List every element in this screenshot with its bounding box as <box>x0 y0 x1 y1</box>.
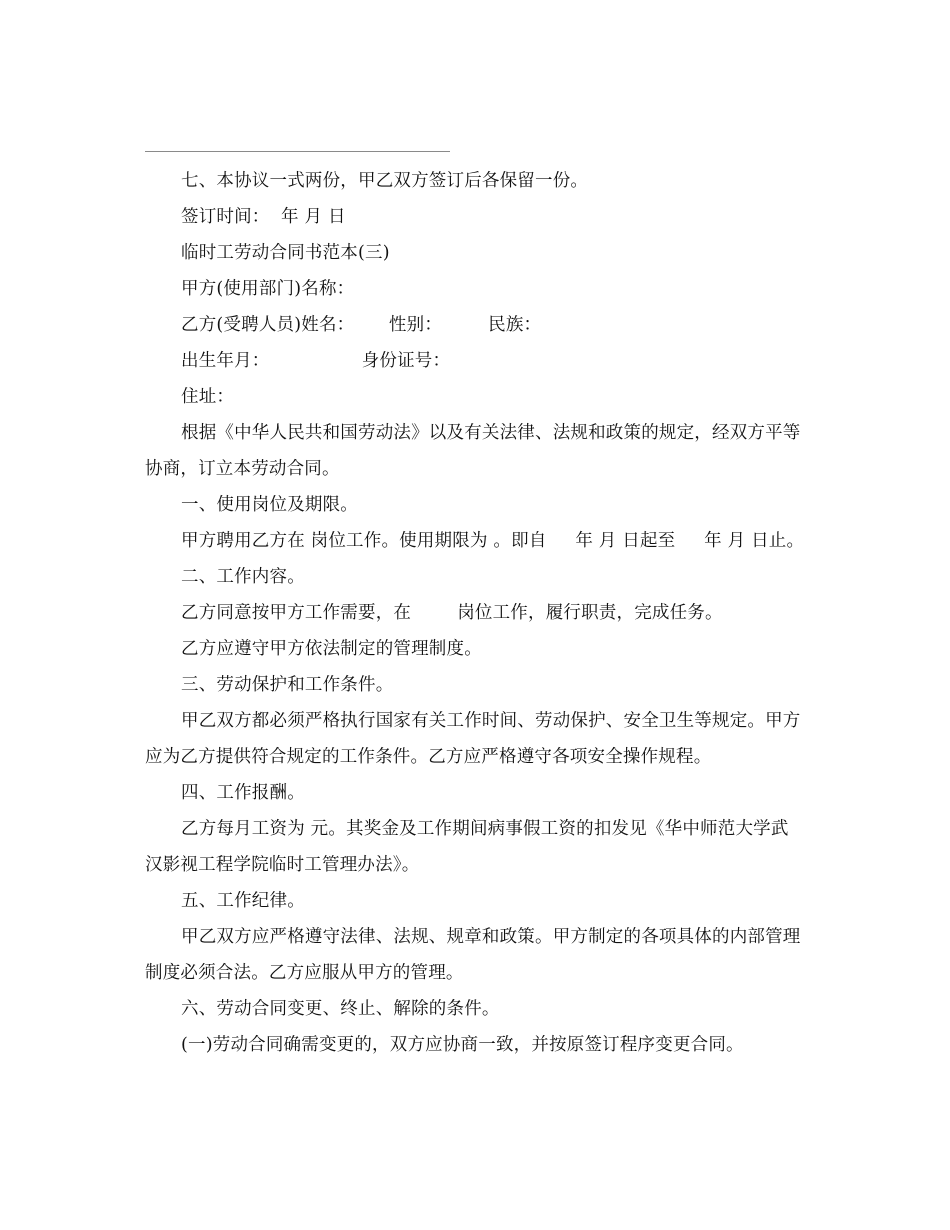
paragraph-legal-basis: 根据《中华人民共和国劳动法》以及有关法律、法规和政策的规定，经双方平等协商，订立本劳动合同。 <box>145 423 801 479</box>
paragraph-party-b-info: 乙方(受聘人员)姓名： 性别： 民族： <box>181 315 542 335</box>
paragraph-remuneration: 乙方每月工资为 元。其奖金及工作期间病事假工资的扣发见《华中师范大学武汉影视工程学院临时工管理办法》。 <box>145 819 789 875</box>
section-heading-work-content: 二、工作内容。 <box>181 567 305 587</box>
section-heading-labor-protection: 三、劳动保护和工作条件。 <box>181 675 394 695</box>
paragraph-work-discipline: 甲乙双方应严格遵守法律、法规、规章和政策。甲方制定的各项具体的内部管理制度必须合法。乙方应服从甲方的管理。 <box>145 927 801 983</box>
section-heading-remuneration: 四、工作报酬。 <box>181 783 305 803</box>
paragraph-address: 住址： <box>181 387 235 407</box>
header-rule <box>145 151 450 152</box>
paragraph-contract-change-clause: (一)劳动合同确需变更的，双方应协商一致，并按原签订程序变更合同。 <box>181 1035 744 1055</box>
document-body <box>145 163 805 1063</box>
paragraph-labor-protection: 甲乙双方都必须严格执行国家有关工作时间、劳动保护、安全卫生等规定。甲方应为乙方提供符合规定的工作条件。乙方应严格遵守各项安全操作规程。 <box>145 711 801 767</box>
paragraph-party-a-name: 甲方(使用部门)名称： <box>181 279 355 299</box>
section-heading-position-term: 一、使用岗位及期限。 <box>181 495 358 515</box>
paragraph-agreement-copies: 七、本协议一式两份，甲乙双方签订后各保留一份。 <box>181 171 589 191</box>
paragraph-work-content: 乙方同意按甲方工作需要，在 岗位工作，履行职责，完成任务。 <box>181 603 723 623</box>
paragraph-contract-title: 临时工劳动合同书范本(三) <box>181 243 390 263</box>
paragraph-signing-date: 签订时间： 年 月 日 <box>181 207 346 227</box>
section-heading-work-discipline: 五、工作纪律。 <box>181 891 305 911</box>
section-heading-contract-changes: 六、劳动合同变更、终止、解除的条件。 <box>181 999 500 1019</box>
paragraph-position-term: 甲方聘用乙方在 岗位工作。使用期限为 。即自 年 月 日起至 年 月 日止。 <box>181 531 805 551</box>
paragraph-management-rules: 乙方应遵守甲方依法制定的管理制度。 <box>181 639 482 659</box>
paragraph-birth-id: 出生年月： 身份证号： <box>181 351 451 371</box>
